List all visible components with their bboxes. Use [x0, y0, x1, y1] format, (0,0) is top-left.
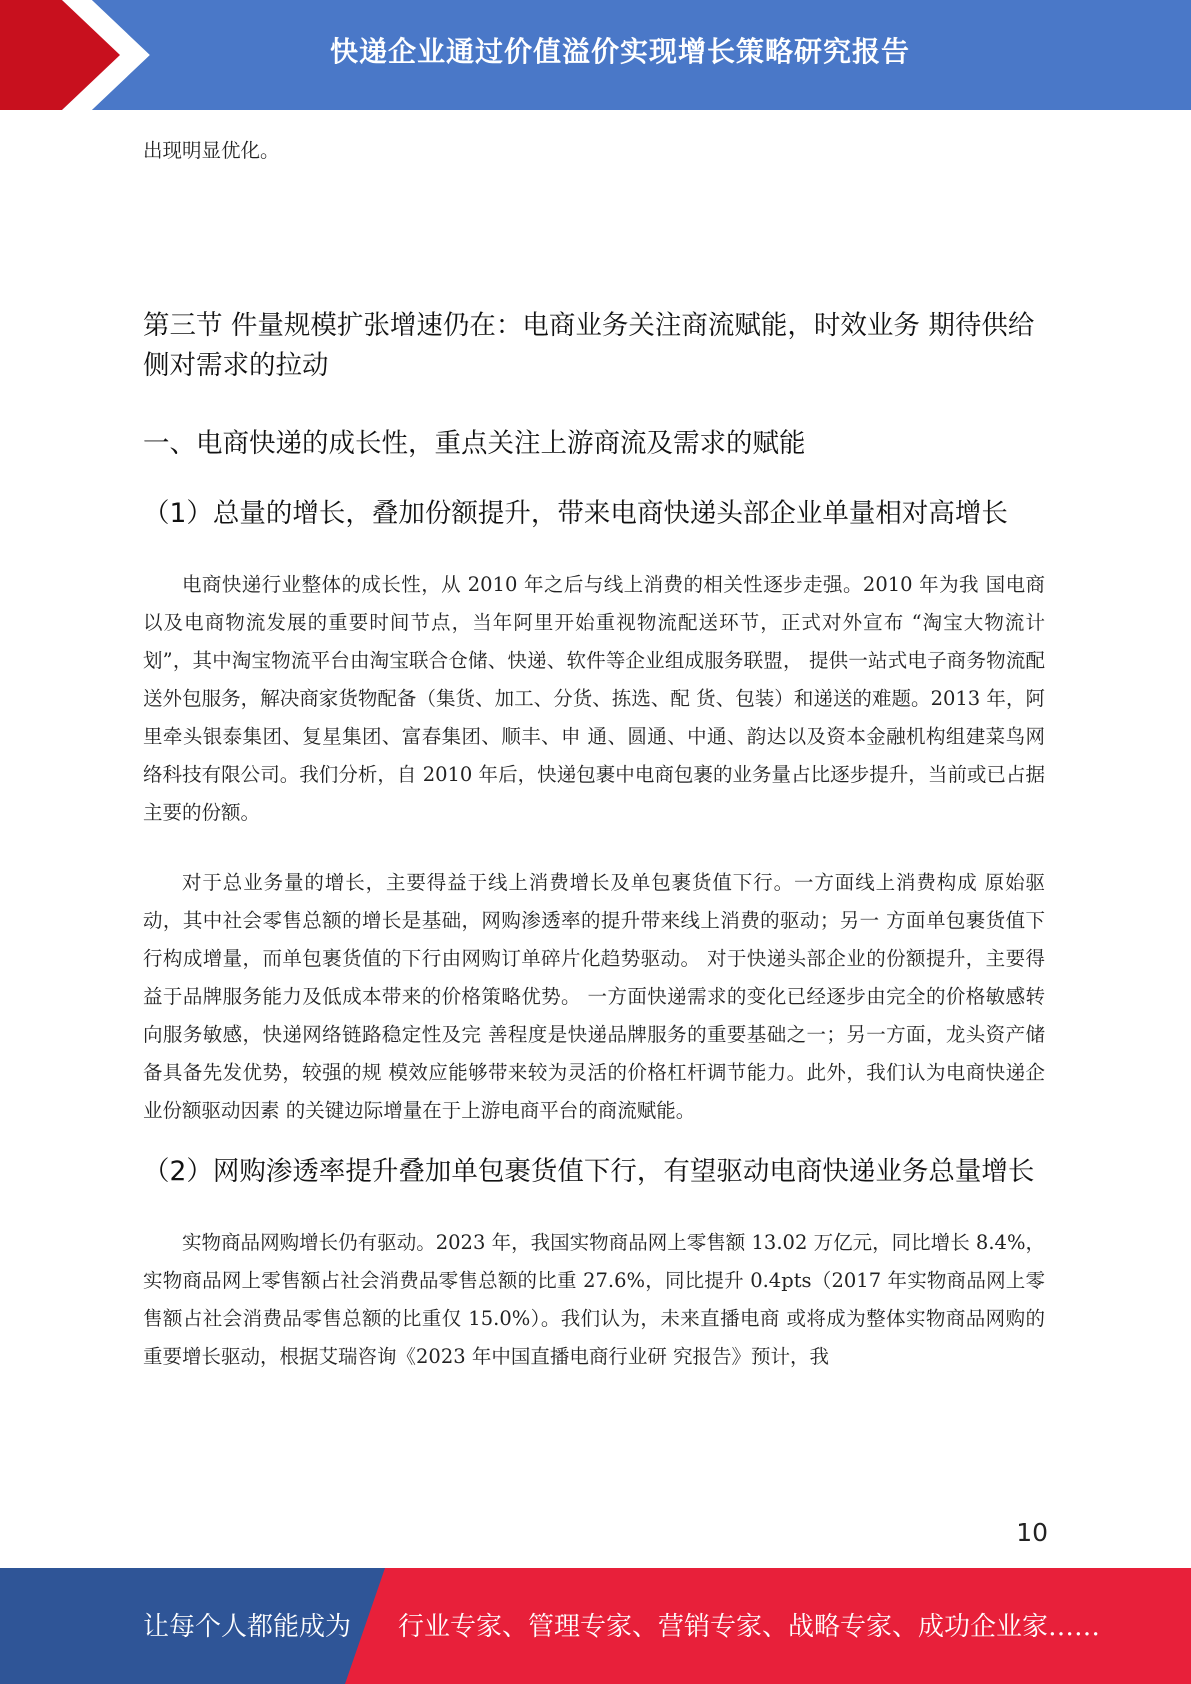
- footer-slogan-right: 行业专家、管理专家、营销专家、战略专家、成功企业家……: [398, 1612, 1101, 1642]
- paragraph-online-retail: 实物商品网购增长仍有驱动。2023 年，我国实物商品网上零售额 13.02 万亿元，同比增长 8.4%，实物商品网上零售额占社会消费品零售总额的比重 27.6%，同比提升 0.4pts（2017 年实物商品网上零售额占社会消费品零售总额的比重仅 15.0%）。我们认为，未来直播电商 或将成为整体实物商品网购的重要增长驱动，根据艾瑞咨询《2023 年中国直播电商行业研 究报告》预计，我: [143, 1231, 1045, 1368]
- section-title: 第三节 件量规模扩张增速仍在：电商业务关注商流赋能，时效业务 期待供给侧对需求的拉动: [143, 310, 1035, 381]
- heading-ecommerce-growth: 一、电商快递的成长性，重点关注上游商流及需求的赋能: [143, 428, 806, 459]
- paragraph-volume-drivers: 对于总业务量的增长，主要得益于线上消费增长及单包裹货值下行。一方面线上消费构成 原始驱动，其中社会零售总额的增长是基础，网购渗透率的提升带来线上消费的驱动；另一 方面单包裹货值下行构成增量，而单包裹货值的下行由网购订单碎片化趋势驱动。 对于快递头部企业的份额提升，主要得益于品牌服务能力及低成本带来的价格策略优势。 一方面快递需求的变化已经逐步由完全的价格敏感转向服务敏感，快递网络链路稳定性及完 善程度是快递品牌服务的重要基础之一；另一方面，龙头资产储备具备先发优势，较强的规 模效应能够带来较为灵活的价格杠杆调节能力。此外，我们认为电商快递企业份额驱动因素 的关键边际增量在于上游电商平台的商流赋能。: [143, 871, 1045, 1122]
- page-header: [0, 0, 1191, 110]
- page-number: 10: [1016, 1518, 1048, 1547]
- page-footer: [0, 1568, 1191, 1684]
- report-title: 快递企业通过价值溢价实现增长策略研究报告: [329, 35, 910, 68]
- subheading-volume-growth: （1）总量的增长，叠加份额提升，带来电商快递头部企业单量相对高增长: [143, 498, 1008, 529]
- paragraph-ecommerce-history: 电商快递行业整体的成长性，从 2010 年之后与线上消费的相关性逐步走强。2010 年为我 国电商以及电商物流发展的重要时间节点，当年阿里开始重视物流配送环节，正式对外宣布 “淘宝大物流计划”，其中淘宝物流平台由淘宝联合仓储、快递、软件等企业组成服务联盟， 提供一站式电子商务物流配送外包服务，解决商家货物配备（集货、加工、分货、拣选、配 货、包装）和递送的难题。2013 年，阿里牵头银泰集团、复星集团、富春集团、顺丰、申 通、圆通、中通、韵达以及资本金融机构组建菜鸟网络科技有限公司。我们分析，自 2010 年后，快递包裹中电商包裹的业务量占比逐步提升，当前或已占据主要的份额。: [143, 573, 1045, 824]
- subheading-online-penetration: （2）网购渗透率提升叠加单包裹货值下行，有望驱动电商快递业务总量增长: [143, 1156, 1035, 1187]
- footer-slogan-left: 让每个人都能成为: [143, 1612, 352, 1642]
- header-arrow-decoration: [0, 0, 160, 110]
- carryover-text: 出现明显优化。: [143, 139, 280, 162]
- document-body: [143, 132, 1045, 1376]
